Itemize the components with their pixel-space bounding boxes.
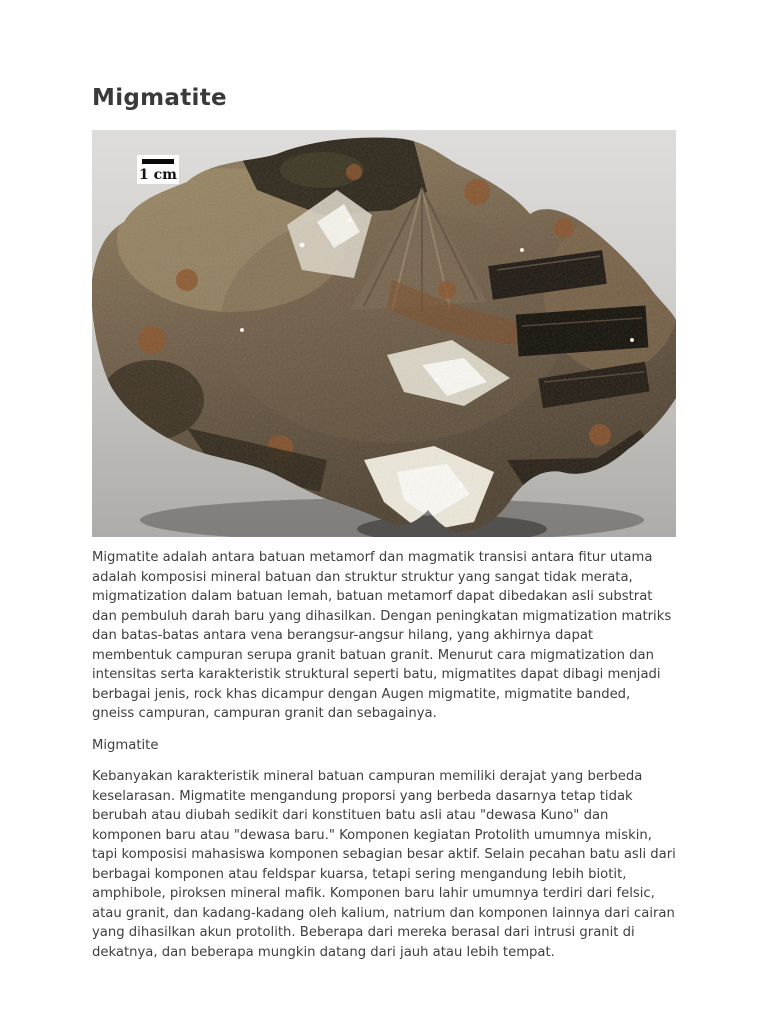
scale-bar-line xyxy=(142,159,174,164)
paragraph-body: Kebanyakan karakteristik mineral batuan campuran memiliki derajat yang berbeda keselarasan. Migmatite mengandung proporsi yang berbeda dasarnya tetap tidak berubah atau diubah sedikit dari konstituen batu asli atau "dewasa Kuno" dan komponen baru atau "dewasa baru." Komponen kegiatan Protolith umumnya miskin, tapi komposisi mahasiswa komponen sebagian besar aktif. Selain pecahan batu asli dari berbagai komponen atau feldspar kuarsa, tetapi sering mengandung lebih biotit, amphibole, piroksen mineral mafik. Komponen baru lahir umumnya terdiri dari felsic, atau granit, dan kadang-kadang oleh kalium, natrium dan komponen lainnya dari cairan yang dihasilkan akun protolith. Beberapa dari mereka berasal dari intrusi granit di dekatnya, dan beberapa mungkin datang dari jauh atau lebih tempat. xyxy=(92,769,676,960)
subheading: Migmatite xyxy=(92,737,159,753)
page-content xyxy=(92,0,676,962)
scale-bar xyxy=(137,155,179,184)
scale-bar-label: 1 cm xyxy=(139,167,177,183)
rock-specimen-image xyxy=(92,130,676,537)
specimen-photo-figure xyxy=(92,130,676,537)
page-title: Migmatite xyxy=(92,85,227,111)
paragraph-intro: Migmatite adalah antara batuan metamorf dan magmatik transisi antara fitur utama adalah komposisi mineral batuan dan struktur struktur yang sangat tidak merata, migmatization dalam batuan lemah, batuan metamorf dapat dibedakan asli substrat dan pembuluh darah baru yang dihasilkan. Dengan peningkatan migmatization matriks dan batas-batas antara vena berangsur-angsur hilang, yang akhirnya dapat membentuk campuran serupa granit batuan granit. Menurut cara migmatization dan intensitas serta karakteristik struktural seperti batu, migmatites dapat dibagi menjadi berbagai jenis, rock khas dicampur dengan Augen migmatite, migmatite banded, gneiss campuran, campuran granit dan sebagainya. xyxy=(92,550,672,721)
